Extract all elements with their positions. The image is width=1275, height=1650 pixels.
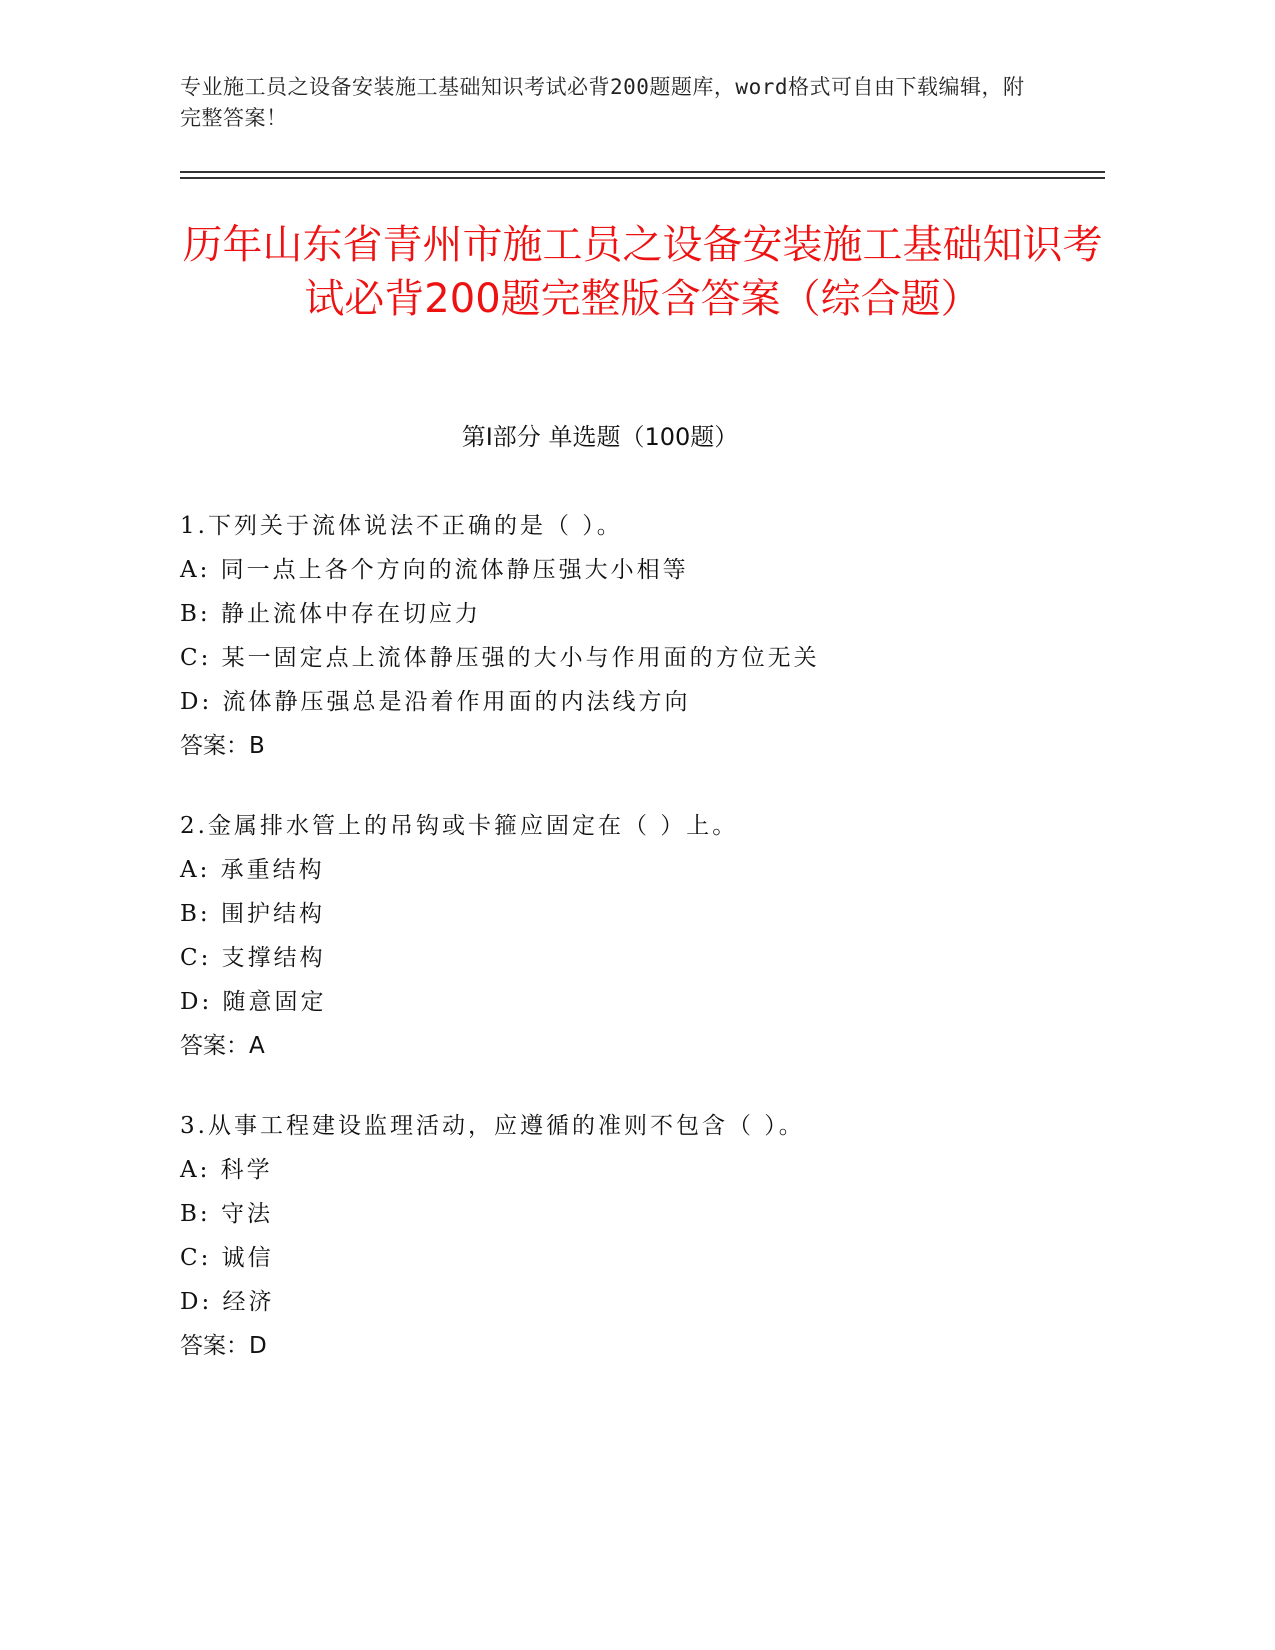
question-stem: 2.金属排水管上的吊钩或卡箍应固定在（ ）上。: [180, 813, 739, 839]
option-a: A: 科学: [180, 1157, 273, 1183]
question-list: [180, 504, 1120, 1404]
answer: 答案：B: [180, 733, 265, 759]
option-a: A: 承重结构: [180, 857, 325, 883]
option-d: D: 随意固定: [180, 989, 327, 1015]
question-stem: 1.下列关于流体说法不正确的是（ ）。: [180, 513, 623, 539]
section-title: 第I部分 单选题（100题）: [461, 423, 739, 451]
header-note: 专业施工员之设备安装施工基础知识考试必背200题题库，word格式可自由下载编辑，附完整答案！: [180, 75, 1025, 130]
option-b: B: 围护结构: [180, 901, 325, 927]
option-c: C: 某一固定点上流体静压强的大小与作用面的方位无关: [180, 645, 820, 671]
answer: 答案：D: [180, 1333, 267, 1359]
option-a: A: 同一点上各个方向的流体静压强大小相等: [180, 557, 689, 583]
question-3: [180, 1104, 1120, 1368]
answer: 答案：A: [180, 1033, 265, 1059]
question-1: [180, 504, 1120, 768]
question-2: [180, 804, 1120, 1068]
option-d: D: 流体静压强总是沿着作用面的内法线方向: [180, 689, 691, 715]
option-c: C: 诚信: [180, 1245, 274, 1271]
question-stem: 3.从事工程建设监理活动，应遵循的准则不包含（ ）。: [180, 1113, 805, 1139]
option-b: B: 静止流体中存在切应力: [180, 601, 481, 627]
option-d: D: 经济: [180, 1289, 275, 1315]
header-divider-top: [180, 171, 1105, 173]
document-title: 历年山东省青州市施工员之设备安装施工基础知识考试必背200题完整版含答案（综合题）: [182, 222, 1103, 322]
option-b: B: 守法: [180, 1201, 273, 1227]
option-c: C: 支撑结构: [180, 945, 326, 971]
header-divider-bottom: [180, 177, 1105, 179]
